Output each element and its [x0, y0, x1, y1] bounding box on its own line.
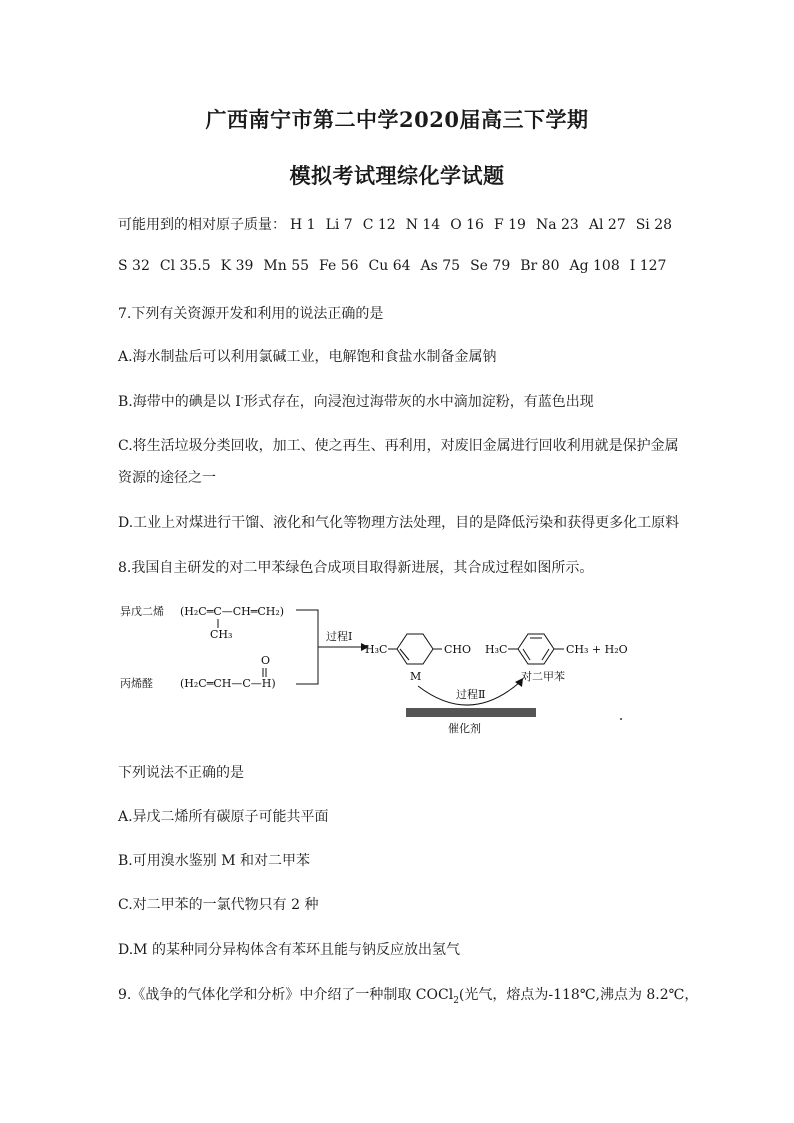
q7-option-c-line1: C.将生活垃圾分类回收，加工、使之再生、再利用，对废旧金属进行回收利用就是保护金属	[118, 438, 679, 454]
mass-item: Cu 64	[368, 258, 411, 274]
q7-option-b	[118, 391, 594, 411]
page-title-line2: 模拟考试理综化学试题	[289, 163, 505, 188]
q7-b-text-rest: 形式存在，向浸泡过海带灰的水中滴加淀粉，有蓝色出现	[243, 394, 594, 410]
px-left-group: H₃C	[485, 643, 508, 656]
mass-item: I 127	[629, 258, 667, 274]
mass-item: H 1	[290, 217, 316, 233]
mass-item: As 75	[420, 258, 461, 274]
isoprene-formula: (H₂C═C—CH═CH₂)	[180, 605, 285, 618]
mass-item: Br 80	[520, 258, 560, 274]
m-left-group: H₃C	[365, 643, 388, 656]
q9-stem	[118, 984, 698, 1006]
mass-item: Se 79	[470, 258, 511, 274]
q8-prompt: 下列说法不正确的是	[118, 765, 244, 781]
catalyst-bar	[406, 708, 536, 717]
synthesis-scheme	[118, 598, 638, 738]
q8-option-b: B.可用溴水鉴别 M 和对二甲苯	[118, 853, 310, 869]
q7-option-a: A.海水制盐后可以利用氯碱工业，电解饱和食盐水制备金属钠	[118, 349, 497, 365]
isoprene-methyl: CH₃	[210, 628, 233, 641]
mass-item: Fe 56	[319, 258, 359, 274]
catalyst-label: 催化剂	[448, 722, 481, 735]
acrolein-oxygen: O	[261, 654, 271, 667]
q7-b-text: B.海带中的碘是以 I	[118, 394, 241, 410]
page-title-line1: 广西南宁市第二中学2020届高三下学期	[205, 107, 589, 132]
atomic-mass-label: 可能用到的相对原子质量：	[118, 217, 286, 233]
isoprene-name: 异戊二烯	[120, 605, 164, 618]
q9-subscript: 2	[453, 995, 459, 1006]
mass-item: K 39	[220, 258, 254, 274]
px-right-group: CH₃ + H₂O	[566, 643, 628, 656]
q7-option-d: D.工业上对煤进行干馏、液化和气化等物理方法处理，目的是降低污染和获得更多化工原料	[118, 515, 680, 531]
q7-b-superscript: -	[240, 393, 244, 404]
mass-item: Al 27	[588, 217, 626, 233]
mass-item: S 32	[118, 258, 150, 274]
q9-text-rest: (光气，熔点为-118℃,沸点为 8.2℃，	[458, 987, 699, 1003]
q9-text: 9.《战争的气体化学和分析》中介绍了一种制取 COCl	[118, 987, 454, 1003]
atomic-mass-row1	[118, 214, 682, 234]
q7-option-c-line2: 资源的途径之一	[118, 470, 216, 486]
q8-option-a: A.异戊二烯所有碳原子可能共平面	[118, 809, 329, 825]
acrolein-formula: (H₂C═CH—C—H)	[180, 677, 276, 690]
mass-item: N 14	[405, 217, 441, 233]
mass-item: Li 7	[325, 217, 353, 233]
q8-stem: 8.我国自主研发的对二甲苯绿色合成项目取得新进展，其合成过程如图所示。	[118, 560, 594, 576]
mass-item: F 19	[493, 217, 526, 233]
q7-stem: 7.下列有关资源开发和利用的说法正确的是	[118, 306, 384, 322]
process1-label: 过程Ⅰ	[326, 630, 353, 643]
px-name-label: 对二甲苯	[521, 670, 565, 683]
m-right-group: CHO	[444, 643, 472, 656]
mass-item: Ag 108	[569, 258, 620, 274]
m-ring-double-bond	[400, 649, 409, 660]
q8-option-d: D.M 的某种同分异构体含有苯环且能与钠反应放出氢气	[118, 942, 460, 958]
mass-item: O 16	[450, 217, 484, 233]
acrolein-name: 丙烯醛	[120, 677, 153, 690]
reactant-bracket	[296, 610, 318, 684]
label-m: M	[410, 670, 422, 683]
mass-item: Si 28	[635, 217, 673, 233]
process2-label: 过程Ⅱ	[456, 688, 486, 701]
scan-speck	[620, 718, 622, 720]
mass-item: Na 23	[535, 217, 579, 233]
mass-item: Mn 55	[263, 258, 310, 274]
m-ring	[397, 634, 433, 664]
mass-item: Cl 35.5	[159, 258, 211, 274]
mass-item: C 12	[362, 217, 396, 233]
q8-option-c: C.对二甲苯的一氯代物只有 2 种	[118, 897, 319, 913]
atomic-mass-row2	[118, 258, 676, 274]
